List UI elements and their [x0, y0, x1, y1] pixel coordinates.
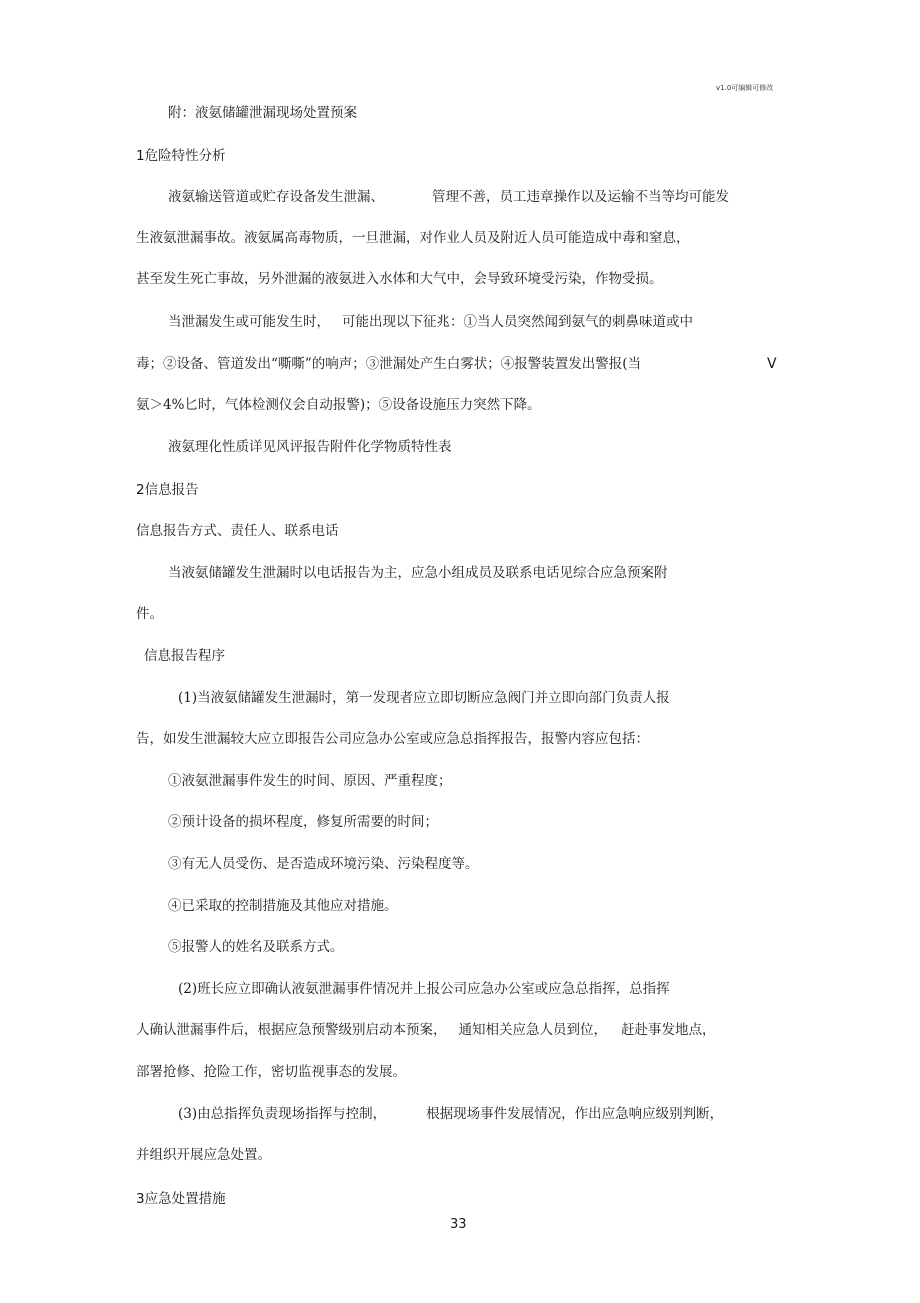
- version-note: v1.0可编辑可修改: [716, 84, 774, 92]
- paragraph-line: 件。: [136, 606, 163, 622]
- paragraph-line: 人确认泄漏事件后，根据应急预警级别启动本预案， 通知相关应急人员到位， 赶赴事发地点，: [136, 1022, 716, 1038]
- paragraph-line: (3)由总指挥负责现场指挥与控制， 根据现场事件发展情况，作出应急响应级别判断，: [178, 1106, 724, 1122]
- list-item: ③有无人员受伤、是否造成环境污染、污染程度等。: [168, 856, 479, 872]
- paragraph-line: 液氨理化性质详见风评报告附件化学物质特性表: [168, 439, 452, 455]
- list-item: ⑤报警人的姓名及联系方式。: [168, 939, 344, 955]
- paragraph-line: 甚至发生死亡事故，另外泄漏的液氨进入水体和大气中，会导致环境受污染，作物受损。: [136, 271, 663, 287]
- paragraph-line: 当泄漏发生或可能发生时， 可能出现以下征兆：①当人员突然闻到氨气的刺鼻味道或中: [168, 314, 693, 330]
- subheading: 信息报告方式、责任人、联系电话: [136, 523, 339, 539]
- paragraph-line: 当液氨储罐发生泄漏时以电话报告为主，应急小组成员及联系电话见综合应急预案附: [168, 565, 668, 581]
- document-title: 附：液氨储罐泄漏现场处置预案: [168, 105, 357, 121]
- paragraph-line: 氨＞4%匕时，气体检测仪会自动报警)；⑤设备设施压力突然下降。: [136, 397, 541, 413]
- list-item: ④已采取的控制措施及其他应对措施。: [168, 898, 398, 914]
- paragraph-line: 毒；②设备、管道发出“嘶嘶”的响声；③泄漏处产生白雾状；④报警装置发出警报(当: [136, 356, 642, 372]
- paragraph-line: 告，如发生泄漏较大应立即报告公司应急办公室或应急总指挥报告，报警内容应包括：: [136, 731, 649, 747]
- subheading: 信息报告程序: [144, 648, 225, 664]
- paragraph-line: 液氨输送管道或贮存设备发生泄漏、 管理不善，员工违章操作以及运输不当等均可能发: [168, 189, 729, 205]
- list-item: ①液氨泄漏事件发生的时间、原因、严重程度；: [168, 773, 452, 789]
- section-heading-hazard: 1危险特性分析: [136, 148, 226, 164]
- paragraph-line: 部署抢修、抢险工作，密切监视事态的发展。: [136, 1064, 406, 1080]
- list-item: ②预计设备的损坏程度，修复所需要的时间；: [168, 814, 438, 830]
- stray-mark: V: [767, 356, 777, 372]
- paragraph-line: (1)当液氨储罐发生泄漏时，第一发现者应立即切断应急阀门并立即向部门负责人报: [178, 690, 670, 706]
- paragraph-line: 生液氨泄漏事故。液氨属高毒物质，一旦泄漏，对作业人员及附近人员可能造成中毒和窒息，: [136, 230, 690, 246]
- section-heading-response: 3应急处置措施: [136, 1191, 226, 1207]
- section-heading-report: 2信息报告: [136, 482, 199, 498]
- page-number: 33: [450, 1217, 467, 1232]
- paragraph-line: 并组织开展应急处置。: [136, 1147, 271, 1163]
- paragraph-line: (2)班长应立即确认液氨泄漏事件情况并上报公司应急办公室或应急总指挥，总指挥: [178, 981, 670, 997]
